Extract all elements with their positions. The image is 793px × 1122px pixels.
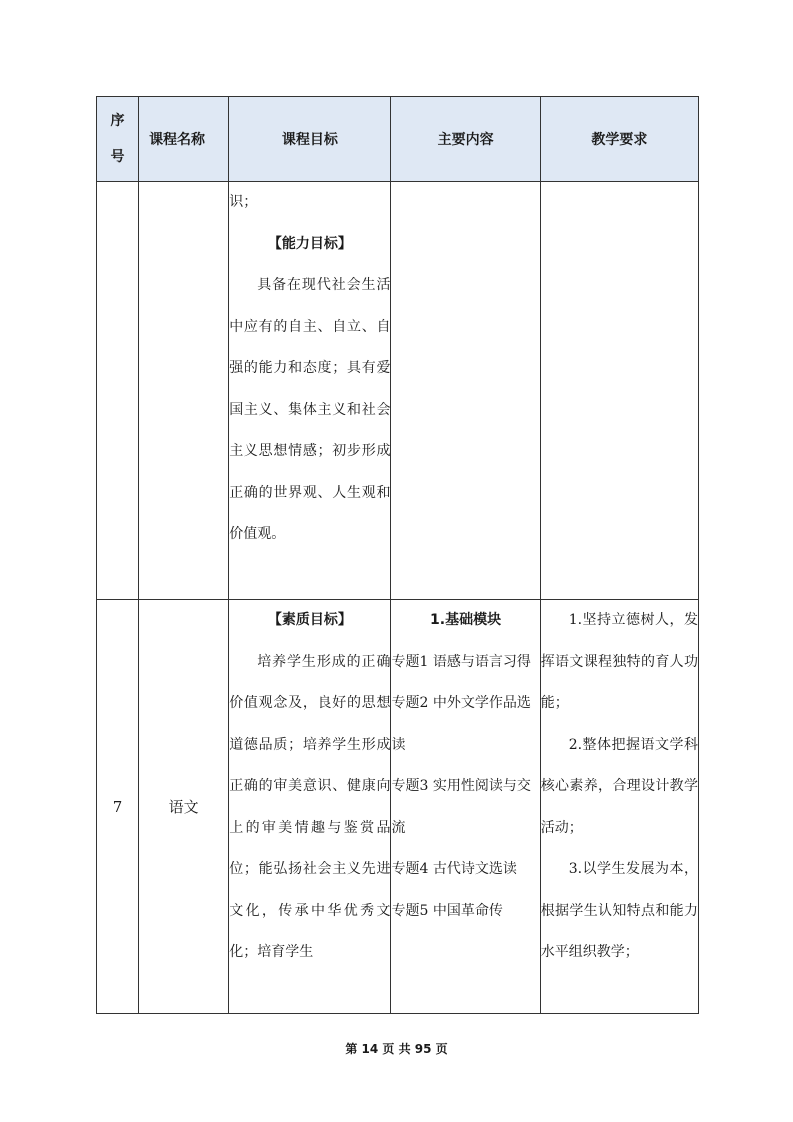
table-header-row bbox=[97, 97, 699, 182]
row2-content-cell bbox=[391, 600, 540, 1014]
curriculum-table bbox=[96, 96, 699, 1014]
table-row bbox=[97, 182, 699, 600]
cell-paragraph: 【能力目标】 bbox=[267, 235, 352, 252]
row2-goal-cell bbox=[229, 600, 391, 1014]
cell-paragraph: 专题2 中外文学作品选读 bbox=[391, 695, 531, 753]
cell-paragraph: 1.基础模块 bbox=[430, 612, 502, 628]
table-row bbox=[97, 600, 699, 1014]
row2-seq-cell: 7 bbox=[97, 600, 139, 1014]
header-main-content: 主要内容 bbox=[391, 97, 540, 182]
header-course-goal: 课程目标 bbox=[229, 97, 391, 182]
row1-name-cell bbox=[139, 182, 229, 600]
row2-req-cell bbox=[540, 600, 698, 1014]
cell-paragraph: 【素质目标】 bbox=[267, 612, 352, 628]
page-footer: 第 14 页 共 95 页 bbox=[345, 1042, 448, 1056]
header-teaching-requirements: 教学要求 bbox=[540, 97, 698, 182]
cell-paragraph: 识； bbox=[229, 194, 258, 210]
cell-paragraph: 专题1 语感与语言习得 bbox=[391, 653, 531, 670]
cell-paragraph: 专题4 古代诗文选读 bbox=[391, 861, 517, 877]
header-course-name: 课程名称 bbox=[139, 97, 229, 182]
row2-name-cell: 语文 bbox=[139, 600, 229, 1014]
cell-paragraph: 培养学生形成的正确价值观念及，良好的思想道德品质；培养学生形成正确的审美意识、健康向上的审美情趣与鉴赏品位；能弘扬社会主义先进文化，传承中华优秀文化；培育学生 bbox=[229, 653, 391, 960]
header-seq-char-1: 序 bbox=[110, 113, 125, 129]
header-seq-char-2: 号 bbox=[110, 149, 125, 165]
row1-req-cell bbox=[540, 182, 698, 600]
cell-paragraph: 专题3 实用性阅读与交流 bbox=[391, 778, 531, 836]
row1-seq-cell bbox=[97, 182, 139, 600]
header-seq bbox=[97, 97, 139, 182]
row1-content-cell bbox=[391, 182, 540, 600]
cell-paragraph: 2.整体把握语文学科核心素养，合理设计教学活动； bbox=[540, 736, 698, 836]
row1-goal-cell bbox=[229, 182, 391, 600]
cell-paragraph: 具备在现代社会生活中应有的自主、自立、自强的能力和态度；具有爱国主义、集体主义和社会主义思想情感；初步形成正确的世界观、人生观和价值观。 bbox=[229, 277, 391, 542]
cell-paragraph: 专题5 中国革命传 bbox=[391, 902, 503, 919]
cell-paragraph: 1.坚持立德树人，发挥语文课程独特的育人功能； bbox=[540, 612, 698, 711]
cell-paragraph: 3.以学生发展为本，根据学生认知特点和能力水平组织教学； bbox=[540, 861, 698, 960]
